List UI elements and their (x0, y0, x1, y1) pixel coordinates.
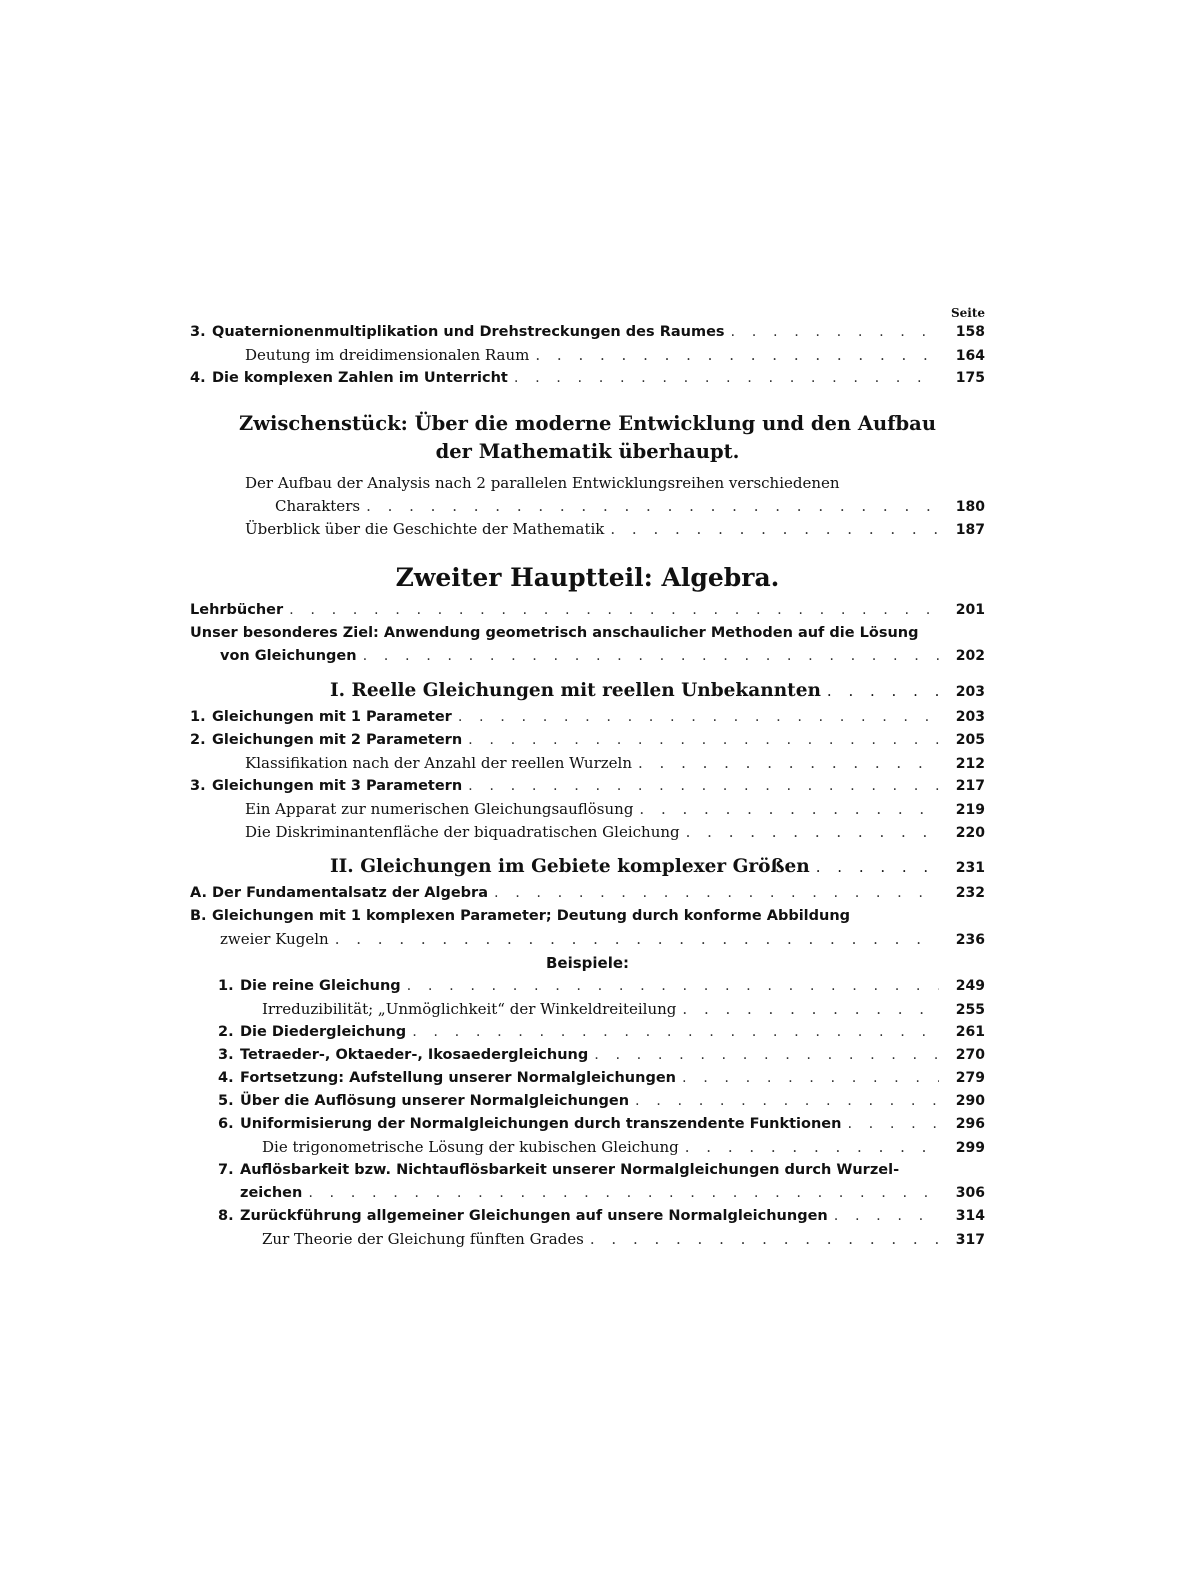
table-of-contents (190, 305, 985, 1251)
example-entry[interactable] (190, 1113, 985, 1136)
entry-title-line2: von Gleichungen (220, 648, 357, 664)
section-title: I. Reelle Gleichungen mit reellen Unbekannten (330, 680, 821, 701)
example-subentry[interactable] (190, 1136, 985, 1159)
entry-number: 6. (218, 1116, 234, 1132)
leader-dots (412, 1021, 939, 1044)
leader-dots (514, 367, 939, 390)
toc-entry-lehrbuecher[interactable] (190, 599, 985, 622)
entry-page: 164 (955, 348, 985, 364)
interlude-heading (190, 410, 985, 466)
leader-dots (610, 518, 939, 541)
section-page: 231 (955, 860, 985, 876)
interlude-entry-1[interactable] (190, 472, 985, 495)
entry-page: 299 (955, 1140, 985, 1156)
entry-page: 236 (955, 932, 985, 948)
entry-page: 158 (955, 324, 985, 340)
leader-dots (468, 775, 939, 798)
entry-title: Quaternionenmultiplikation und Drehstreckungen des Raumes (212, 324, 725, 340)
leader-dots (458, 706, 939, 729)
entry-page: 202 (955, 648, 985, 664)
entry-title: Gleichungen mit 2 Parametern (212, 732, 463, 748)
entry-number: 4. (218, 1070, 234, 1086)
part2-title: Zweiter Hauptteil: Algebra. (395, 563, 780, 592)
entry-title: Die reine Gleichung (240, 978, 401, 994)
leader-dots (407, 975, 939, 998)
entry-page: 220 (955, 825, 985, 841)
toc-entry[interactable] (190, 321, 985, 344)
entry-title: Gleichungen mit 3 Parametern (212, 778, 463, 794)
entry-page: 317 (955, 1232, 985, 1248)
interlude-entry-2[interactable] (190, 518, 985, 541)
entry-page: 306 (955, 1185, 985, 1201)
toc-subentry[interactable] (190, 798, 985, 821)
example-entry-7[interactable] (190, 1159, 985, 1182)
entry-title-line2: zeichen (240, 1185, 303, 1201)
interlude-entry-1-cont[interactable] (190, 495, 985, 518)
example-entry-8[interactable] (190, 1205, 985, 1228)
entry-page: 205 (955, 732, 985, 748)
section2-heading[interactable] (190, 852, 985, 882)
entry-number: 7. (218, 1162, 234, 1178)
entry-number: 1. (218, 978, 234, 994)
example-entry-7-cont[interactable] (190, 1182, 985, 1205)
toc-subentry[interactable] (190, 821, 985, 844)
leader-dots (847, 1113, 939, 1136)
entry-title: Gleichungen mit 1 Parameter (212, 709, 452, 725)
leader-dots (494, 882, 939, 905)
interlude-title-line2: der Mathematik überhaupt. (435, 440, 740, 463)
interlude-title-line1: Zwischenstück: Über die moderne Entwicklung und den Aufbau (239, 412, 936, 435)
leader-dots (308, 1182, 939, 1205)
entry-title-line2: Charakters (275, 497, 361, 515)
leader-dots (639, 798, 939, 821)
entry-title: Lehrbücher (190, 602, 284, 618)
entry-page: 270 (955, 1047, 985, 1063)
section1-heading[interactable] (190, 676, 985, 706)
example-subentry[interactable] (190, 998, 985, 1021)
leader-dots (468, 729, 939, 752)
beispiele-heading: Beispiele: (545, 954, 630, 972)
leader-dots (363, 645, 939, 668)
toc-entry-a[interactable] (190, 882, 985, 905)
example-entry[interactable] (190, 1067, 985, 1090)
entry-title-line1: Auflösbarkeit bzw. Nichtauflösbarkeit unserer Normalgleichungen durch Wurzel- (240, 1162, 900, 1178)
entry-title: Klassifikation nach der Anzahl der reellen Wurzeln (245, 754, 632, 772)
leader-dots (535, 344, 939, 367)
toc-subentry[interactable] (190, 344, 985, 367)
entry-title: Die Diskriminantenfläche der biquadratischen Gleichung (245, 823, 680, 841)
entry-number: 5. (218, 1093, 234, 1109)
leader-dots (635, 1090, 939, 1113)
entry-number: B. (190, 908, 207, 924)
entry-title: Irreduzibilität; „Unmöglichkeit“ der Winkeldreiteilung (262, 1000, 677, 1018)
entry-title-line1: Gleichungen mit 1 komplexen Parameter; Deutung durch konforme Abbildung (212, 908, 851, 924)
leader-dots (827, 676, 939, 706)
toc-subentry[interactable] (190, 752, 985, 775)
entry-number: 3. (190, 324, 206, 340)
leader-dots (686, 821, 939, 844)
entry-page: 203 (955, 709, 985, 725)
leader-dots (682, 998, 939, 1021)
entry-title: Die trigonometrische Lösung der kubischen Gleichung (262, 1138, 679, 1156)
entry-page: 232 (955, 885, 985, 901)
entry-page: 175 (955, 370, 985, 386)
leader-dots (594, 1044, 939, 1067)
entry-page: 290 (955, 1093, 985, 1109)
entry-number: A. (190, 885, 207, 901)
toc-entry-ziel[interactable] (190, 622, 985, 645)
toc-entry[interactable] (190, 367, 985, 390)
toc-entry[interactable] (190, 706, 985, 729)
entry-number: 3. (190, 778, 206, 794)
entry-number: 1. (190, 709, 206, 725)
leader-dots (366, 495, 939, 518)
entry-title-line2: zweier Kugeln (220, 930, 329, 948)
entry-title: Überblick über die Geschichte der Mathematik (245, 520, 605, 538)
entry-page: 217 (955, 778, 985, 794)
seite-label: Seite (950, 306, 985, 320)
entry-title: Tetraeder-, Oktaeder-, Ikosaedergleichung (240, 1047, 589, 1063)
entry-page: 279 (955, 1070, 985, 1086)
entry-page: 201 (955, 602, 985, 618)
entry-page: 249 (955, 978, 985, 994)
entry-number: 2. (190, 732, 206, 748)
entry-number: 8. (218, 1208, 234, 1224)
leader-dots (731, 321, 939, 344)
leader-dots (335, 928, 939, 951)
entry-title: Die komplexen Zahlen im Unterricht (212, 370, 508, 386)
example-entry[interactable] (190, 1044, 985, 1067)
entry-title-line1: Unser besonderes Ziel: Anwendung geometrisch anschaulicher Methoden auf die Lösung (190, 625, 919, 641)
leader-dots (638, 752, 939, 775)
entry-title: Der Fundamentalsatz der Algebra (212, 885, 488, 901)
section-title: II. Gleichungen im Gebiete komplexer Größen (330, 856, 810, 877)
entry-number: 2. (218, 1024, 234, 1040)
example-subentry[interactable] (190, 1228, 985, 1251)
leader-dots (590, 1228, 939, 1251)
entry-page: 180 (955, 499, 985, 515)
toc-entry-ziel-cont[interactable] (190, 645, 985, 668)
entry-title: Über die Auflösung unserer Normalgleichungen (240, 1093, 630, 1109)
entry-number: 3. (218, 1047, 234, 1063)
toc-entry-b-cont[interactable] (190, 928, 985, 951)
entry-title: Ein Apparat zur numerischen Gleichungsauflösung (245, 800, 634, 818)
entry-page: 296 (955, 1116, 985, 1132)
leader-dots (834, 1205, 939, 1228)
entry-title: Uniformisierung der Normalgleichungen durch transzendente Funktionen (240, 1116, 842, 1132)
toc-entry[interactable] (190, 775, 985, 798)
example-entry[interactable] (190, 1090, 985, 1113)
entry-title: Deutung im dreidimensionalen Raum (245, 346, 530, 364)
entry-page: 187 (955, 522, 985, 538)
entry-number: 4. (190, 370, 206, 386)
entry-page: 261 (955, 1024, 985, 1040)
example-entry[interactable] (190, 975, 985, 998)
leader-dots (289, 599, 939, 622)
leader-dots (685, 1136, 939, 1159)
entry-title: Zurückführung allgemeiner Gleichungen auf unsere Normalgleichungen (240, 1208, 828, 1224)
entry-page: 314 (955, 1208, 985, 1224)
entry-title: Fortsetzung: Aufstellung unserer Normalgleichungen (240, 1070, 676, 1086)
toc-entry-b[interactable] (190, 905, 985, 928)
entry-page: 212 (955, 756, 985, 772)
toc-entry[interactable] (190, 729, 985, 752)
entry-title: Die Diedergleichung (240, 1024, 407, 1040)
entry-title: Zur Theorie der Gleichung fünften Grades (262, 1230, 584, 1248)
example-entry[interactable] (190, 1021, 985, 1044)
entry-page: 255 (955, 1002, 985, 1018)
section-page: 203 (955, 684, 985, 700)
entry-title-line1: Der Aufbau der Analysis nach 2 parallelen Entwicklungsreihen verschiedenen (245, 474, 840, 492)
leader-dots (816, 852, 939, 882)
entry-page: 219 (955, 802, 985, 818)
leader-dots (682, 1067, 939, 1090)
